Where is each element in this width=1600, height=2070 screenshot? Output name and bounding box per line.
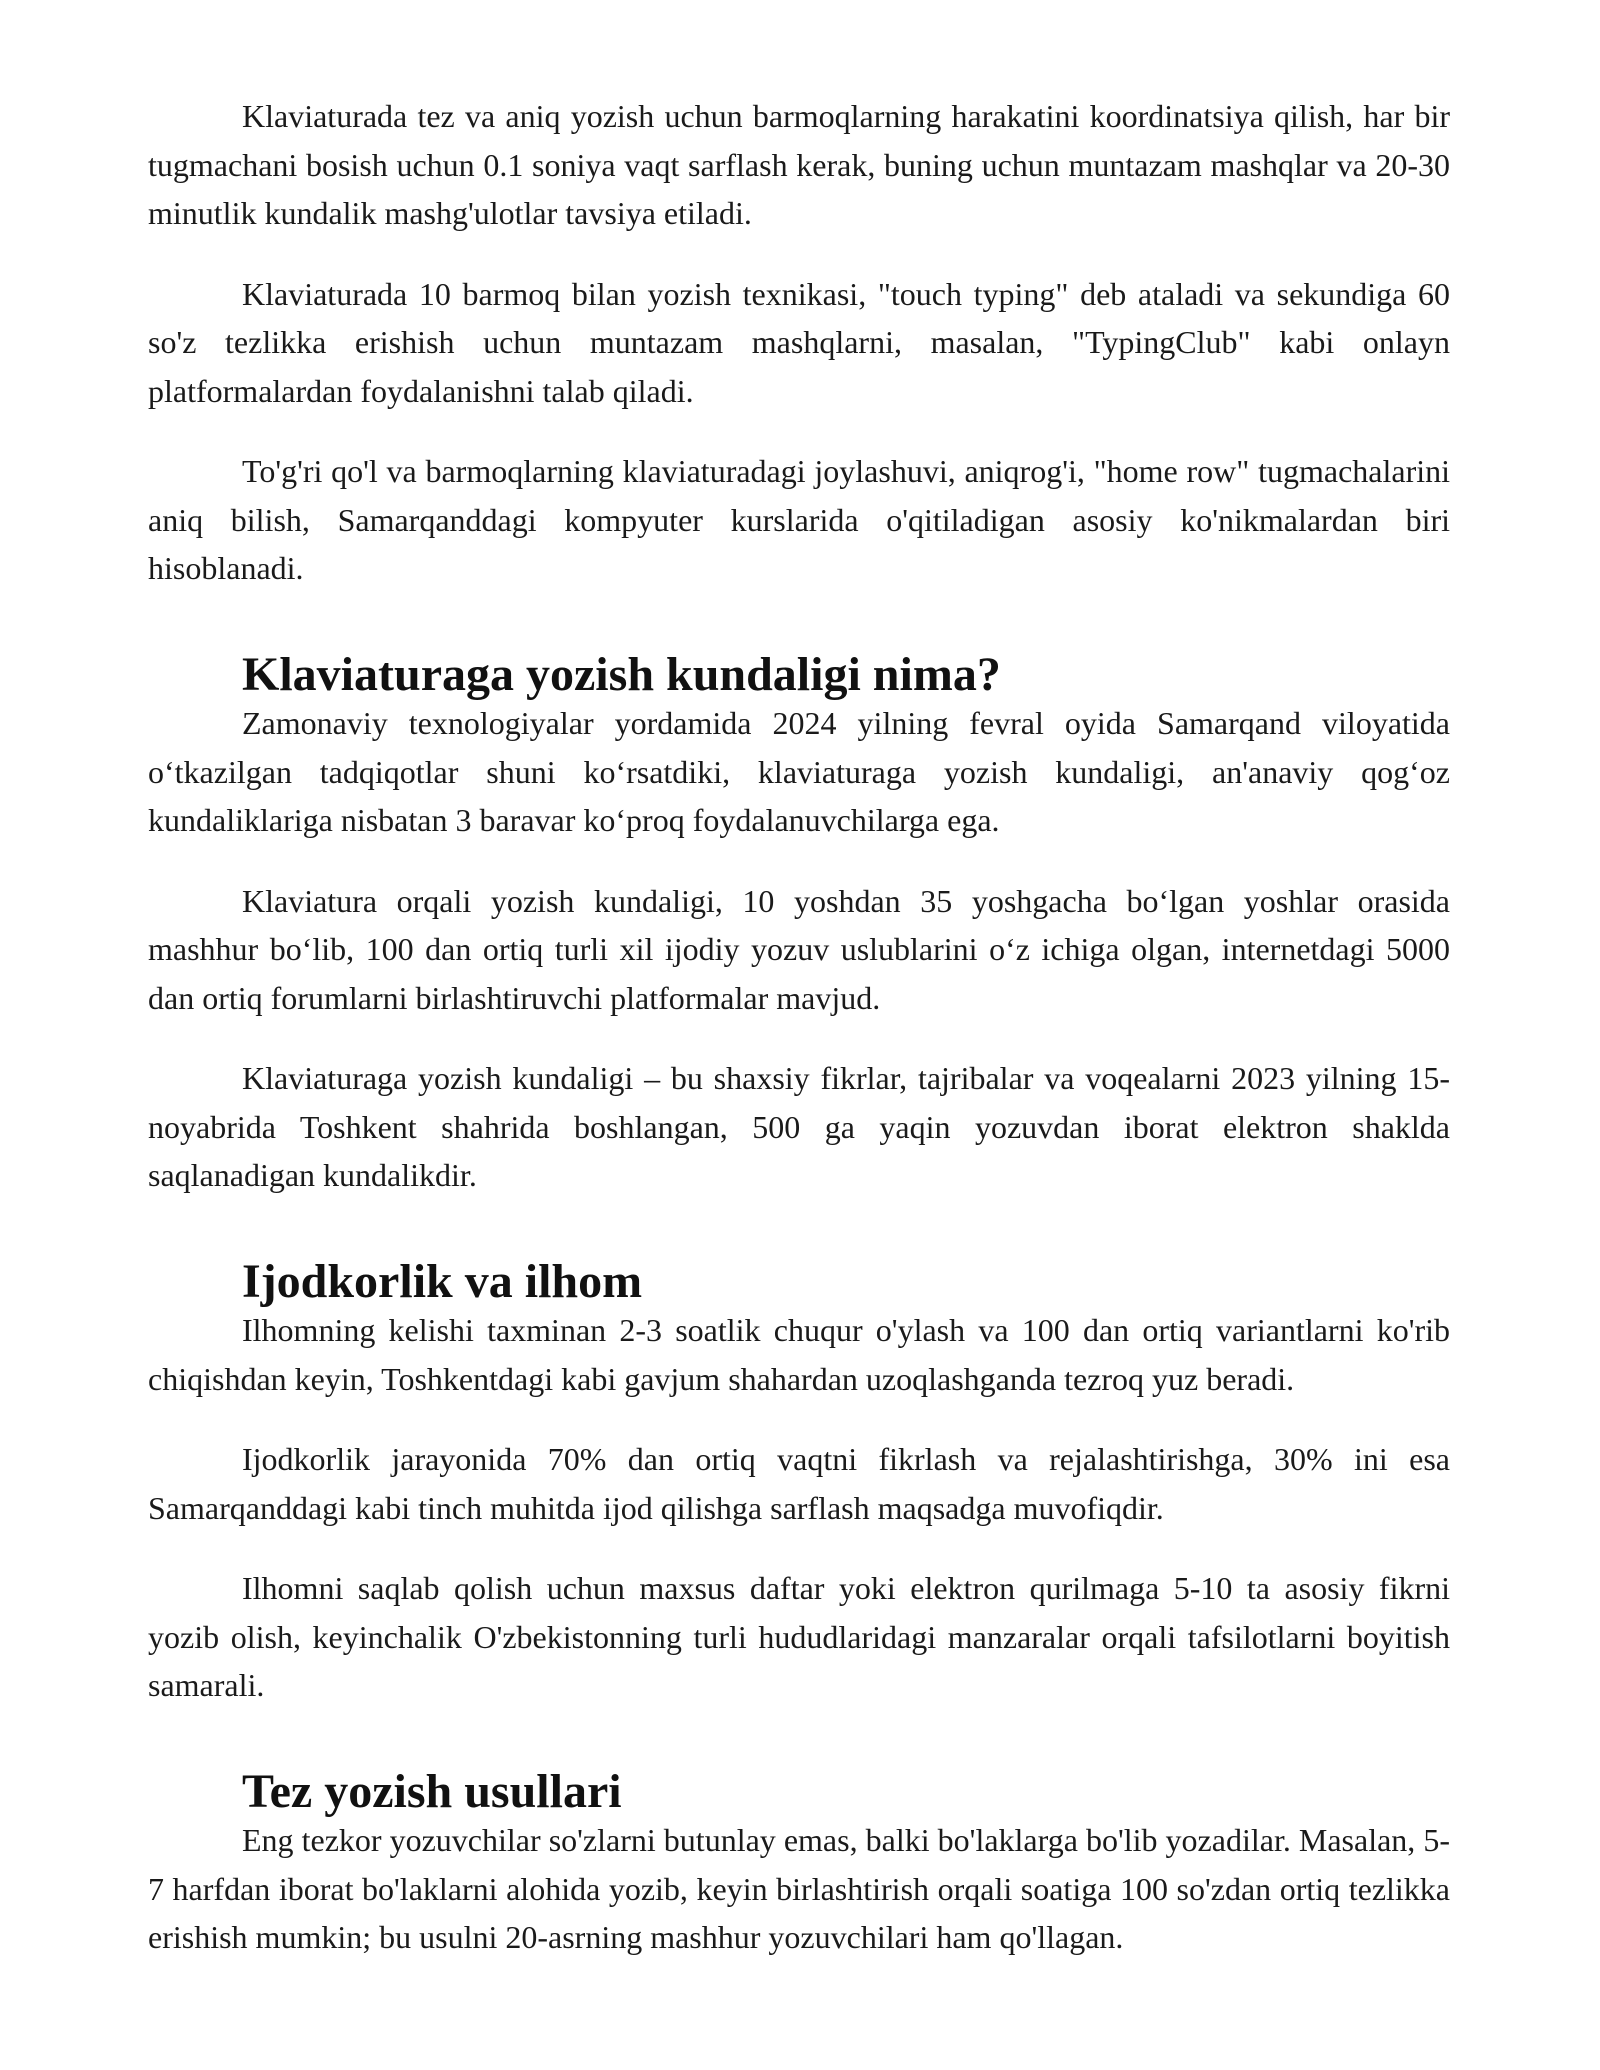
intro-paragraph-1: Klaviaturada tez va aniq yozish uchun barmoqlarning harakatini koordinatsiya qilish, har bir tugmachani bosish uchun 0.1 soniya vaqt sarflash kerak, buning uchun muntazam mashqlar va 20-30 minutlik kundalik mashg'ulotlar tavsiya etiladi. bbox=[148, 98, 1450, 231]
section1-paragraph-1: Zamonaviy texnologiyalar yordamida 2024 yilning fevral oyida Samarqand viloyatida o‘tkazilgan tadqiqotlar shuni ko‘rsatdiki, klaviaturaga yozish kundaligi, an'anaviy qog‘oz kundaliklariga nisbatan 3 baravar ko‘proq foydalanuvchilarga ega. bbox=[148, 705, 1450, 838]
section1-paragraph-3: Klaviaturaga yozish kundaligi – bu shaxsiy fikrlar, tajribalar va voqealarni 2023 yilning 15-noyabrida Toshkent shahrida boshlangan, 500 ga yaqin yozuvdan iborat elektron shaklda saqlanadigan kundalikdir. bbox=[148, 1060, 1450, 1193]
intro-paragraph-2: Klaviaturada 10 barmoq bilan yozish texnikasi, "touch typing" deb ataladi va sekundiga 60 so'z tezlikka erishish uchun muntazam mashqlarni, masalan, "TypingClub" kabi onlayn platformalardan foydalanishni talab qiladi. bbox=[148, 275, 1450, 409]
section3-paragraph-1: Eng tezkor yozuvchilar so'zlarni butunlay emas, balki bo'laklarga bo'lib yozadilar. Masalan, 5-7 harfdan iborat bo'laklarni alohida yozib, keyin birlashtirish orqali soatiga 100 so'zdan ortiq tezlikka erishish mumkin; bu usulni 20-asrning mashhur yozuvchilari ham qo'llagan. bbox=[148, 1822, 1450, 1955]
section-heading-ijodkorlik: Ijodkorlik va ilhom bbox=[242, 1254, 643, 1308]
section1-paragraph-2: Klaviatura orqali yozish kundaligi, 10 yoshdan 35 yoshgacha bo‘lgan yoshlar orasida mashhur bo‘lib, 100 dan ortiq turli xil ijodiy yozuv uslublarini o‘z ichiga olgan, internetdagi 5000 dan ortiq forumlarni birlashtiruvchi platformalar mavjud. bbox=[148, 882, 1450, 1016]
section2-paragraph-3: Ilhomni saqlab qolish uchun maxsus daftar yoki elektron qurilmaga 5-10 ta asosiy fikrni yozib olish, keyinchalik O'zbekistonning turli hududlaridagi manzaralar orqali tafsilotlarni boyitish samarali. bbox=[148, 1570, 1450, 1703]
intro-paragraph-3: To'g'ri qo'l va barmoqlarning klaviaturadagi joylashuvi, aniqrog'i, "home row" tugmachalarini aniq bilish, Samarqanddagi kompyuter kurslarida o'qitiladigan asosiy ko'nikmalardan biri hisoblanadi. bbox=[148, 453, 1450, 586]
section-heading-tez-yozish: Tez yozish usullari bbox=[242, 1764, 622, 1818]
document-page bbox=[148, 92, 1450, 1994]
section2-paragraph-2: Ijodkorlik jarayonida 70% dan ortiq vaqtni fikrlash va rejalashtirishga, 30% ini esa Samarqanddagi kabi tinch muhitda ijod qilishga sarflash maqsadga muvofiqdir. bbox=[148, 1441, 1450, 1526]
section-heading-kundalik: Klaviaturaga yozish kundaligi nima? bbox=[242, 647, 1001, 701]
section2-paragraph-1: Ilhomning kelishi taxminan 2-3 soatlik chuqur o'ylash va 100 dan ortiq variantlarni ko'rib chiqishdan keyin, Toshkentdagi kabi gavjum shahardan uzoqlashganda tezroq yuz beradi. bbox=[148, 1312, 1450, 1397]
